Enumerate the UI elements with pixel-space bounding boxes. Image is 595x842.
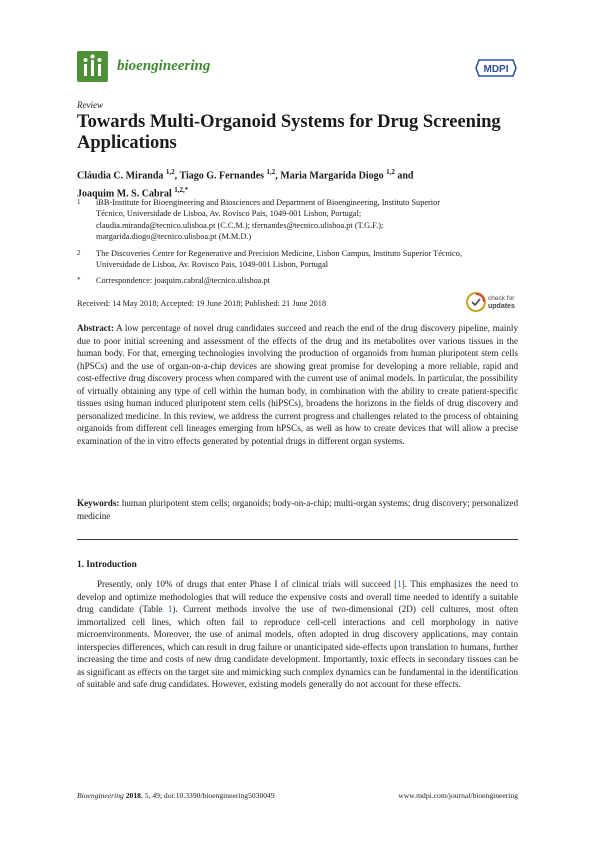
keywords	[77, 497, 518, 522]
paragraph-text: Presently, only 10% of drugs that enter Phase I of clinical trials will succeed [	[97, 579, 398, 589]
footer-citation	[77, 791, 275, 800]
badge-line-1: check for	[488, 295, 515, 302]
keywords-label: Keywords:	[77, 498, 120, 508]
keywords-text: human pluripotent stem cells; organoids; body-on-a-chip; multi-organ systems; drug discovery; personalized medicine	[77, 498, 518, 521]
author-affiliation-mark: 1,2	[386, 168, 395, 176]
paragraph-text: ]. This emphasizes the need to develop and optimize methodologies that will reduce the expensive costs and overall time needed to identify a suitable drug candidate (Table	[77, 579, 518, 615]
mdpi-logo-text: MDPI	[483, 64, 509, 75]
footer-year: 2018	[125, 791, 141, 800]
affiliation-line: The Discoveries Centre for Regenerative and Precision Medicine, Lisbon Campus, Instituto Superior Técnico,	[96, 249, 462, 258]
affiliation-mark: 1	[77, 198, 81, 206]
affiliation-mark: 2	[77, 249, 81, 257]
article-title: Towards Multi-Organoid Systems for Drug Screening Applications	[77, 112, 501, 153]
check-for-updates-badge[interactable]	[466, 290, 518, 314]
footer-journal: Bioengineering	[77, 791, 124, 800]
footer-url[interactable]: www.mdpi.com/journal/bioengineering	[398, 791, 518, 800]
check-updates-icon	[466, 290, 518, 314]
abstract-label: Abstract:	[77, 323, 114, 333]
author-name[interactable]: Joaquim M. S. Cabral	[77, 188, 172, 200]
correspondence-email[interactable]: Correspondence: joaquim.cabral@tecnico.ulisboa.pt	[96, 276, 270, 285]
footer-doi: , 5, 49; doi:10.3390/bioengineering5030049	[140, 791, 275, 800]
abstract-text: A low percentage of novel drug candidates succeed and reach the end of the drug discovery pipeline, mainly due to poor initial screening and assessment of the effects of the drug and its metabolites over various tissues in the human body. For that, emerging technologies involving the production of organoids from human pluripotent stem cells (hPSCs) and the use of organ-on-a-chip devices are showing great promise for developing a more reliable, rapid and cost-effective drug discovery process when compared with the current use of animal models. In particular, the possibility of virtually obtaining any type of cell within the human body, in combination with the ability to create patient-specific tissues using human induced pluripotent stem cells (hiPSCs), broadens the horizons in the fields of drug discovery and personalized medicine. In this review, we address the current progress and challenges related to the process of obtaining organoids from different cell lineages emerging from hPSCs, as well as how to create devices that will allow a precise examination of the in vitro effects generated by potential drugs in different organ systems.	[77, 323, 518, 446]
author-affiliation-mark: 1,2,*	[174, 186, 189, 195]
author-affiliation-mark: 1,2	[266, 168, 276, 176]
publication-dates: Received: 14 May 2018; Accepted: 19 June 2018; Published: 21 June 2018	[77, 299, 327, 308]
badge-line-2: updates	[488, 303, 515, 310]
author-name[interactable]: Maria Margarida Diogo	[280, 170, 384, 182]
affiliation-mark: *	[77, 276, 81, 284]
introduction-body	[77, 578, 518, 691]
author-list: Cláudia C. Miranda $^{1,2}$, Tiago G. Fernandes $^{1,2}$, Maria Margarida Diogo $^{1,2}$ and Joaquim M. S. Cabral $^{1,2,*}$	[77, 168, 414, 200]
paragraph	[77, 578, 518, 691]
section-heading: 1. Introduction	[77, 560, 137, 570]
citation-link[interactable]: 1	[397, 579, 402, 589]
table-reference-link[interactable]: 1	[167, 604, 173, 615]
mdpi-logo-icon	[475, 58, 517, 78]
affiliation-email-line[interactable]: claudia.miranda@tecnico.ulisboa.pt (C.C.M.); tfernandes@tecnico.ulisboa.pt (T.G.F.);	[96, 220, 384, 230]
author-name[interactable]: Tiago G. Fernandes	[179, 170, 265, 182]
section-divider	[77, 539, 518, 540]
author-affiliation-mark: 1,2	[165, 168, 175, 176]
journal-logo-icon	[77, 51, 108, 82]
paragraph-text: ). Current methods involve the use of two-dimensional (2D) cell cultures, most often immortalized cell lines, which often fail to reproduce cell-cell interactions and cell morphology in native microenvironments. Moreover, the use of animal models, often adopted in drug discovery applications, may contain interspecies differences, which can result in drug failure or unanticipated side-effects upon translation to humans, further increasing the time and costs of new drug candidate development. Importantly, toxic effects in secondary tissues can be as significant as effects on the target site and mimicking such complex dynamics can be fundamental in the identification of suitable and safe drug candidates. However, existing models generally do not account for these effects.	[77, 604, 519, 690]
abstract	[77, 322, 518, 447]
affiliation-line: iBB-Institute for Bioengineering and Biosciences and Department of Bioengineering, Instituto Superior	[96, 198, 441, 207]
affiliation-line: Universidade de Lisboa, Av. Rovisco Pais, 1049-001 Lisbon, Portugal	[96, 260, 329, 270]
article-type: Review	[77, 100, 103, 110]
journal-name: bioengineering	[117, 58, 211, 74]
affiliation-email-line[interactable]: margarida.diogo@tecnico.ulisboa.pt (M.M.D.)	[96, 232, 252, 242]
author-conjunction: and	[397, 170, 414, 182]
affiliation-line: Técnico, Universidade de Lisboa, Av. Rovisco Pais, 1049-001 Lisbon, Portugal;	[96, 209, 362, 219]
author-name[interactable]: Cláudia C. Miranda	[77, 170, 164, 182]
